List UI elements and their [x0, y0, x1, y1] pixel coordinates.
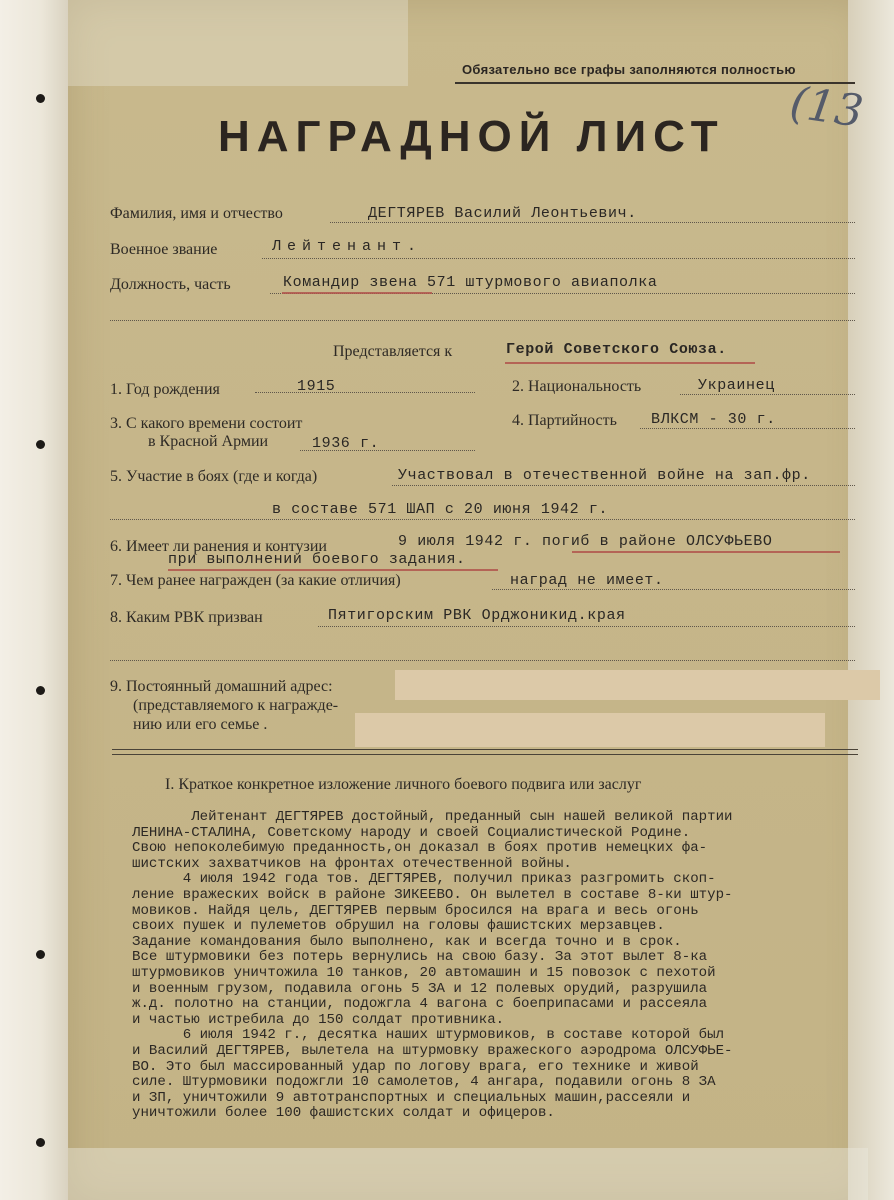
- redacted-address: [355, 713, 825, 747]
- narrative-line: и Василий ДЕГТЯРЕВ, вылетела на штурмовку вражеского аэродрома ОЛСУФЬЕ-: [132, 1042, 733, 1059]
- wounds-value-2: при выполнении боевого задания.: [168, 551, 466, 568]
- section-separator: [112, 749, 858, 750]
- dotted-line: [392, 485, 855, 486]
- narrative-line: и частью истребила до 150 солдат противника.: [132, 1011, 505, 1028]
- nationality-value: Украинец: [698, 377, 775, 394]
- narrative-line: мовиков. Найдя цель, ДЕГТЯРЕВ первым бросился на врага и весь огонь: [132, 902, 699, 919]
- awards-label: 7. Чем ранее награжден (за какие отличия): [110, 572, 401, 589]
- address-label: 9. Постоянный домашний адрес:: [110, 678, 333, 695]
- narrative-line: ж.д. полотно на станции, подожгла 4 вагона с боеприпасами и рассеяла: [132, 996, 708, 1013]
- dotted-line: [110, 660, 855, 661]
- name-label: Фамилия, имя и отчество: [110, 205, 283, 222]
- party-label: 4. Партийность: [512, 412, 617, 429]
- dotted-line: [330, 222, 855, 223]
- narrative-line: Все штурмовики без потерь вернулись на свою базу. За этот вылет 8-ка: [132, 949, 708, 966]
- dotted-line: [492, 589, 855, 590]
- dotted-line: [318, 626, 855, 627]
- awards-value: наград не имеет.: [510, 572, 664, 589]
- binder-hole: [36, 950, 45, 959]
- address-label-2: (представляемого к награжде-: [133, 697, 339, 714]
- narrative-text: [132, 810, 882, 1122]
- service-label: 3. С какого времени состоит: [110, 415, 303, 432]
- dotted-line: [680, 394, 855, 395]
- binder-hole: [36, 440, 45, 449]
- narrative-line: 4 июля 1942 года тов. ДЕГТЯРЕВ, получил приказ разгромить скоп-: [132, 871, 716, 888]
- dotted-line: [262, 258, 855, 259]
- narrative-line: ЛЕНИНА-СТАЛИНА, Советскому народу и своей Социалистической Родине.: [132, 824, 691, 841]
- handwritten-page-number: (13: [786, 77, 867, 138]
- binder-hole: [36, 686, 45, 695]
- position-label: Должность, часть: [110, 276, 231, 293]
- red-underline: [505, 362, 755, 364]
- party-value: ВЛКСМ - 30 г.: [651, 411, 776, 428]
- document-title: НАГРАДНОЙ ЛИСТ: [218, 112, 725, 161]
- narrative-line: уничтожили более 100 фашистских солдат и офицеров.: [132, 1105, 555, 1122]
- narrative-line: и военным грузом, подавила огонь 5 ЗА и 12 полевых орудий, разрушила: [132, 980, 708, 997]
- red-underline: [282, 292, 432, 294]
- redacted-address: [395, 670, 880, 700]
- narrative-line: Свою непоколебимую преданность,он доказал в боях против немецких фа-: [132, 840, 708, 857]
- red-underline: [168, 569, 498, 571]
- presented-label: Представляется к: [333, 343, 453, 360]
- dotted-line: [255, 392, 475, 393]
- tape-patch: [68, 1148, 868, 1200]
- narrative-line: своих пушек и пулеметов обрушил на головы фашистских мерзавцев.: [132, 918, 665, 935]
- address-label-3: нию или его семье .: [133, 716, 268, 733]
- mandatory-notice: Обязательно все графы заполняются полностью: [462, 62, 796, 77]
- narrative-line: 6 июля 1942 г., десятка наших штурмовиков, в составе которой был: [132, 1027, 725, 1044]
- narrative-line: ление вражеских войск в районе ЗИКЕЕВО. Он вылетел в составе 8-ки штур-: [132, 886, 733, 903]
- battles-label: 5. Участие в боях (где и когда): [110, 468, 318, 485]
- tape-patch: [68, 0, 408, 86]
- binding-strip: [0, 0, 68, 1200]
- name-value: ДЕГТЯРЕВ Василий Леонтьевич.: [368, 205, 637, 222]
- rvk-label: 8. Каким РВК призван: [110, 609, 263, 626]
- presented-value: Герой Советского Союза.: [506, 341, 727, 358]
- section-separator: [112, 754, 858, 755]
- service-value: 1936 г.: [312, 435, 380, 452]
- dotted-line: [110, 320, 855, 321]
- binder-hole: [36, 94, 45, 103]
- narrative-line: и ЗП, уничтожили 9 автотранспортных и специальных машин,рассеяли и: [132, 1089, 691, 1106]
- dotted-line: [110, 519, 855, 520]
- narrative-line: Лейтенант ДЕГТЯРЕВ достойный, преданный сын нашей великой партии: [132, 809, 733, 825]
- nationality-label: 2. Национальность: [512, 378, 642, 395]
- dotted-line: [640, 428, 855, 429]
- rank-label: Военное звание: [110, 241, 218, 258]
- position-value: Командир звена 571 штурмового авиаполка: [283, 274, 658, 291]
- wounds-value-1: 9 июля 1942 г. погиб в районе ОЛСУФЬЕВО: [398, 533, 773, 550]
- narrative-line: ВО. Это был массированный удар по логову врага, его технике и живой: [132, 1058, 699, 1075]
- narrative-line: Задание командования было выполнено, как и всегда точно и в срок.: [132, 933, 682, 950]
- red-underline: [572, 551, 840, 553]
- service-label-2: в Красной Армии: [148, 433, 269, 450]
- rank-value: Лейтенант.: [272, 238, 423, 255]
- battles-value-1: Участвовал в отечественной войне на зап.фр.: [398, 467, 811, 484]
- section-heading: I. Краткое конкретное изложение личного боевого подвига или заслуг: [165, 776, 642, 793]
- binder-hole: [36, 1138, 45, 1147]
- birth-year-label: 1. Год рождения: [110, 381, 220, 398]
- narrative-line: шистских захватчиков на фронтах отечественной войны.: [132, 855, 572, 872]
- birth-year-value: 1915: [297, 378, 336, 395]
- narrative-line: штурмовиков уничтожила 10 танков, 20 автомашин и 15 повозок с пехотой: [132, 964, 716, 981]
- wounds-label: 6. Имеет ли ранения и контузии: [110, 538, 327, 555]
- battles-value-2: в составе 571 ШАП с 20 июня 1942 г.: [272, 501, 609, 518]
- narrative-line: силе. Штурмовики подожгли 10 самолетов, 4 ангара, подавили огонь 8 ЗА: [132, 1074, 716, 1091]
- rvk-value: Пятигорским РВК Орджоникид.края: [328, 607, 626, 624]
